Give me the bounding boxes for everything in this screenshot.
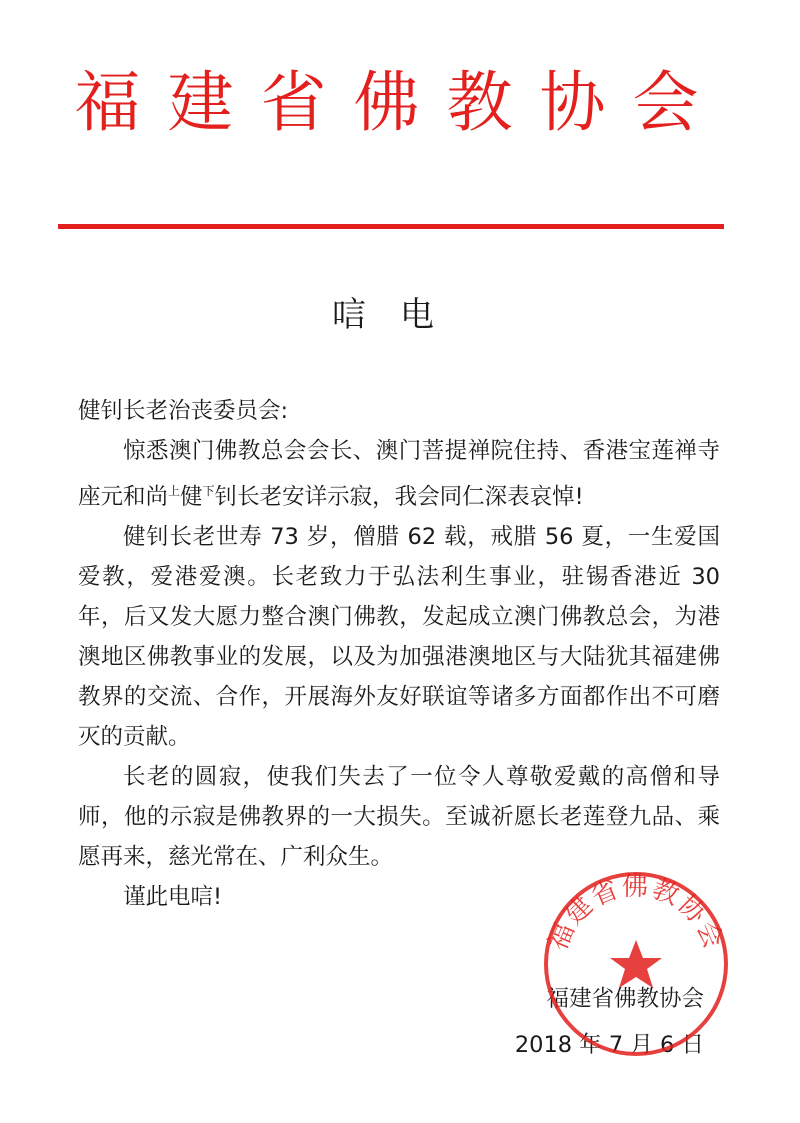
paragraph-1-tail: 钊长老安详示寂，我会同仁深表哀悼! xyxy=(214,484,584,510)
official-seal-stamp xyxy=(540,868,732,1060)
paragraph-1 xyxy=(78,431,720,517)
letter-body xyxy=(78,391,720,917)
closing-line: 谨此电唁! xyxy=(123,884,223,910)
salutation: 健钊长老治丧委员会: xyxy=(78,398,289,424)
signature-org: 福建省佛教协会 xyxy=(546,986,704,1012)
paragraph-1-lead: 惊悉澳门佛教总会会长、澳门菩提禅院住持、香港宝莲禅寺座元和尚 xyxy=(78,438,720,510)
signature-date: 2018 年 7 月 6 日 xyxy=(514,1032,704,1058)
svg-text:福建省佛教协会: 福建省佛教协会 xyxy=(543,872,729,955)
letterhead-divider xyxy=(58,224,724,229)
document-title: 唁电 xyxy=(332,295,468,335)
paragraph-3: 长老的圆寂，使我们失去了一位令人尊敬爱戴的高僧和导师，他的示寂是佛教界的一大损失。至诚祈愿长老莲登九品、乘愿再来，慈光常在、广利众生。 xyxy=(78,764,720,870)
paragraph-2: 健钊长老世寿 73 岁，僧腊 62 载，戒腊 56 夏，一生爱国爱教，爱港爱澳。长老致力于弘法利生事业，驻锡香港近 30 年，后又发大愿力整合澳门佛教，发起成立澳门佛教总会，为港澳地区佛教事业的发展，以及为加强港澳地区与大陆犹其福建佛教界的交流、合作，开展海外友好联谊等诸多方面都作出不可磨灭的贡献。 xyxy=(78,524,720,750)
honorific-lower-mark: 下 xyxy=(202,484,215,498)
letterhead-org-name: 福建省佛教协会 xyxy=(74,64,726,141)
monk-name-first-char: 健 xyxy=(180,484,203,510)
honorific-upper-mark: 上 xyxy=(168,484,181,498)
